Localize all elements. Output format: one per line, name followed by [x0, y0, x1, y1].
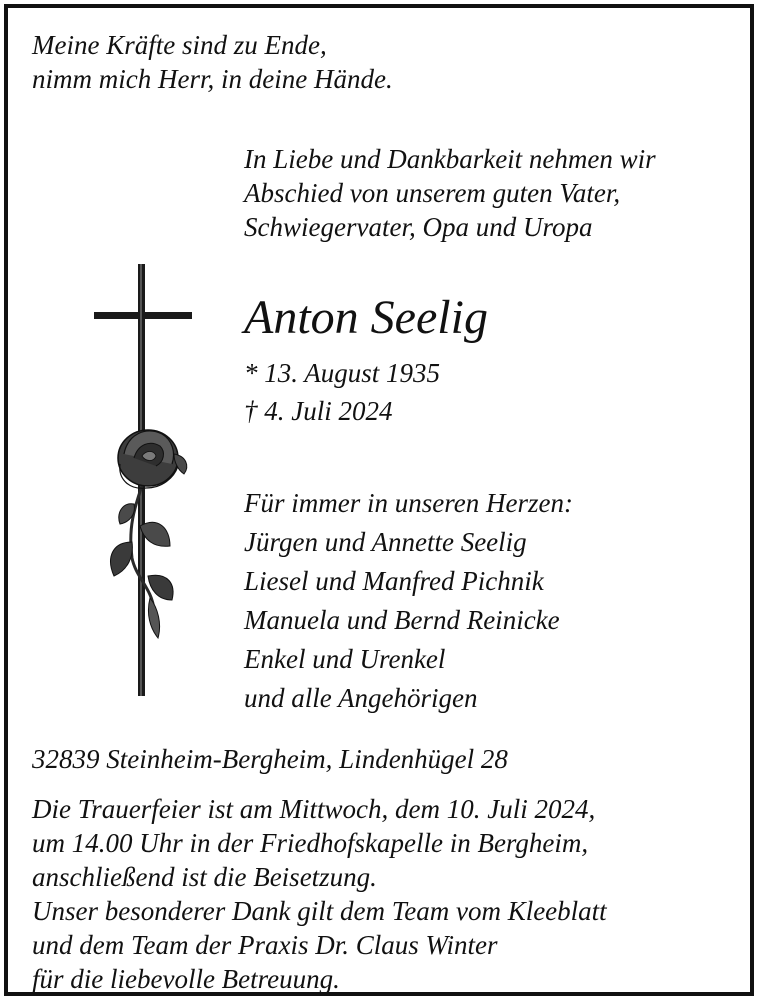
mourner-entry: Manuela und Bernd Reinicke [244, 605, 560, 635]
family-address: 32839 Steinheim-Bergheim, Lindenhügel 28 [32, 744, 508, 774]
thanks-line: für die liebevolle Betreuung. [32, 964, 340, 994]
mourners-list [244, 484, 573, 718]
mourners-heading: Für immer in unseren Herzen: [244, 488, 573, 518]
intro-line: In Liebe und Dankbarkeit nehmen wir [244, 144, 656, 174]
service-line: um 14.00 Uhr in der Friedhofskapelle in Bergheim, [32, 828, 589, 858]
motto-line: nimm mich Herr, in deine Hände. [32, 64, 393, 94]
life-dates [244, 354, 440, 430]
mourner-entry: Liesel und Manfred Pichnik [244, 566, 544, 596]
mourner-entry: Enkel und Urenkel [244, 644, 446, 674]
birth-date: * 13. August 1935 [244, 358, 441, 388]
service-line: anschließend ist die Beisetzung. [32, 862, 377, 892]
thanks-line: Unser besonderer Dank gilt dem Team vom Kleeblatt [32, 896, 607, 926]
obituary-frame [4, 4, 754, 996]
intro-line: Abschied von unserem guten Vater, [244, 178, 621, 208]
farewell-intro [244, 142, 656, 244]
thanks-line: und dem Team der Praxis Dr. Claus Winter [32, 930, 498, 960]
funeral-service-notice [32, 792, 607, 996]
mourner-entry: und alle Angehörigen [244, 683, 478, 713]
cross-with-rose-icon [88, 258, 198, 700]
intro-line: Schwiegervater, Opa und Uropa [244, 212, 593, 242]
service-line: Die Trauerfeier ist am Mittwoch, dem 10. Juli 2024, [32, 794, 596, 824]
death-date: † 4. Juli 2024 [244, 396, 393, 426]
motto-line: Meine Kräfte sind zu Ende, [32, 30, 327, 60]
deceased-name: Anton Seelig [244, 291, 488, 344]
mourner-entry: Jürgen und Annette Seelig [244, 527, 527, 557]
motto-verse [32, 28, 393, 96]
